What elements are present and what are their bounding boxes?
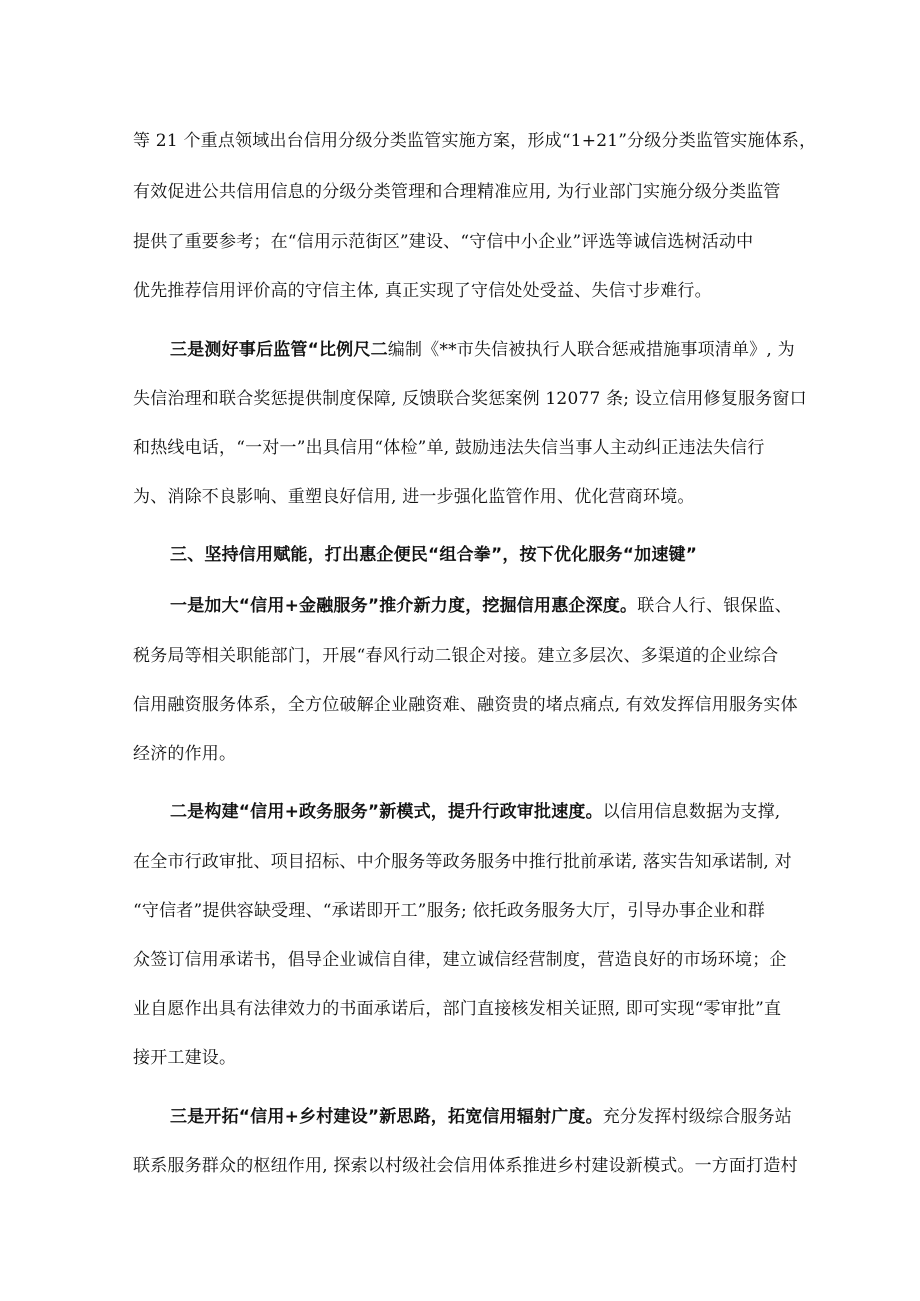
paragraph-line: 优先推荐信用评价高的守信主体, 真正实现了守信处处受益、失信寸步难行。 (133, 281, 712, 301)
paragraph-lead: 一是加大“信用+金融服务”推介新力度，挖掘信用惠企深度。 (170, 596, 638, 616)
paragraph-first-line (170, 595, 792, 617)
paragraph-line: 税务局等相关职能部门，开展“春风行动二银企对接。建立多层次、多渠道的企业综合 (133, 646, 779, 666)
paragraph-line: 在全市行政审批、项目招标、中介服务等政务服务中推行批前承诺, 落实告知承诺制, 对 (133, 852, 792, 872)
paragraph-line: 业自愿作出具有法律效力的书面承诺后，部门直接核发相关证照, 即可实现“零审批”直 (133, 999, 782, 1019)
paragraph-line: 接开工建设。 (133, 1048, 237, 1068)
paragraph-line: 等 21 个重点领域出台信用分级分类监管实施方案，形成“1+21”分级分类监管实施体系， (133, 131, 817, 151)
paragraph-first-line (170, 801, 780, 823)
paragraph-line: 以信用信息数据为支撑, (602, 802, 781, 822)
paragraph-first-line (170, 1106, 792, 1128)
paragraph-lead: 三是开拓“信用+乡村建设”新思路，拓宽信用辐射广度。 (170, 1107, 603, 1127)
paragraph-line: 和热线电话，“一对一”出具信用“体检”单, 鼓励违法失信当事人主动纠正违法失信行 (133, 438, 765, 458)
paragraph-line: 为、消除不良影响、重塑良好信用, 进一步强化监管作用、优化营商环境。 (133, 487, 695, 507)
paragraph-line: 联合人行、银保监、 (637, 596, 793, 616)
paragraph-line: 失信治理和联合奖惩提供制度保障, 反馈联合奖惩案例 12077 条; 设立信用修复服务窗口 (133, 389, 807, 409)
paragraph-line: 提供了重要参考；在“信用示范街区”建设、“守信中小企业”评选等诚信选树活动中 (133, 232, 754, 252)
paragraph-line: 有效促进公共信用信息的分级分类管理和合理精准应用, 为行业部门实施分级分类监管 (133, 182, 781, 202)
paragraph-first-line (170, 339, 795, 361)
paragraph-line: 充分发挥村级综合服务站 (602, 1107, 792, 1127)
paragraph-line: 编制《**市失信被执行人联合惩戒措施事项清单》, 为 (387, 340, 795, 360)
paragraph-line: 联系服务群众的枢纽作用, 探索以村级社会信用体系推进乡村建设新模式。一方面打造村 (133, 1156, 798, 1176)
paragraph-line: 经济的作用。 (133, 744, 237, 764)
paragraph-lead: 二是构建“信用+政务服务”新模式，提升行政审批速度。 (170, 802, 603, 822)
section-heading: 三、坚持信用赋能，打出惠企便民“组合拳”，按下优化服务“加速键” (170, 545, 698, 565)
paragraph-lead: 三是测好事后监管“比例尺二 (170, 340, 388, 360)
paragraph-line: 众签订信用承诺书，倡导企业诚信自律，建立诚信经营制度，营造良好的市场环境；企 (133, 950, 787, 970)
paragraph-line: “守信者”提供容缺受理、“承诺即开工”服务; 依托政务服务大厅，引导办事企业和群 (133, 901, 765, 921)
paragraph-line: 信用融资服务体系，全方位破解企业融资难、融资贵的堵点痛点, 有效发挥信用服务实体 (133, 695, 798, 715)
